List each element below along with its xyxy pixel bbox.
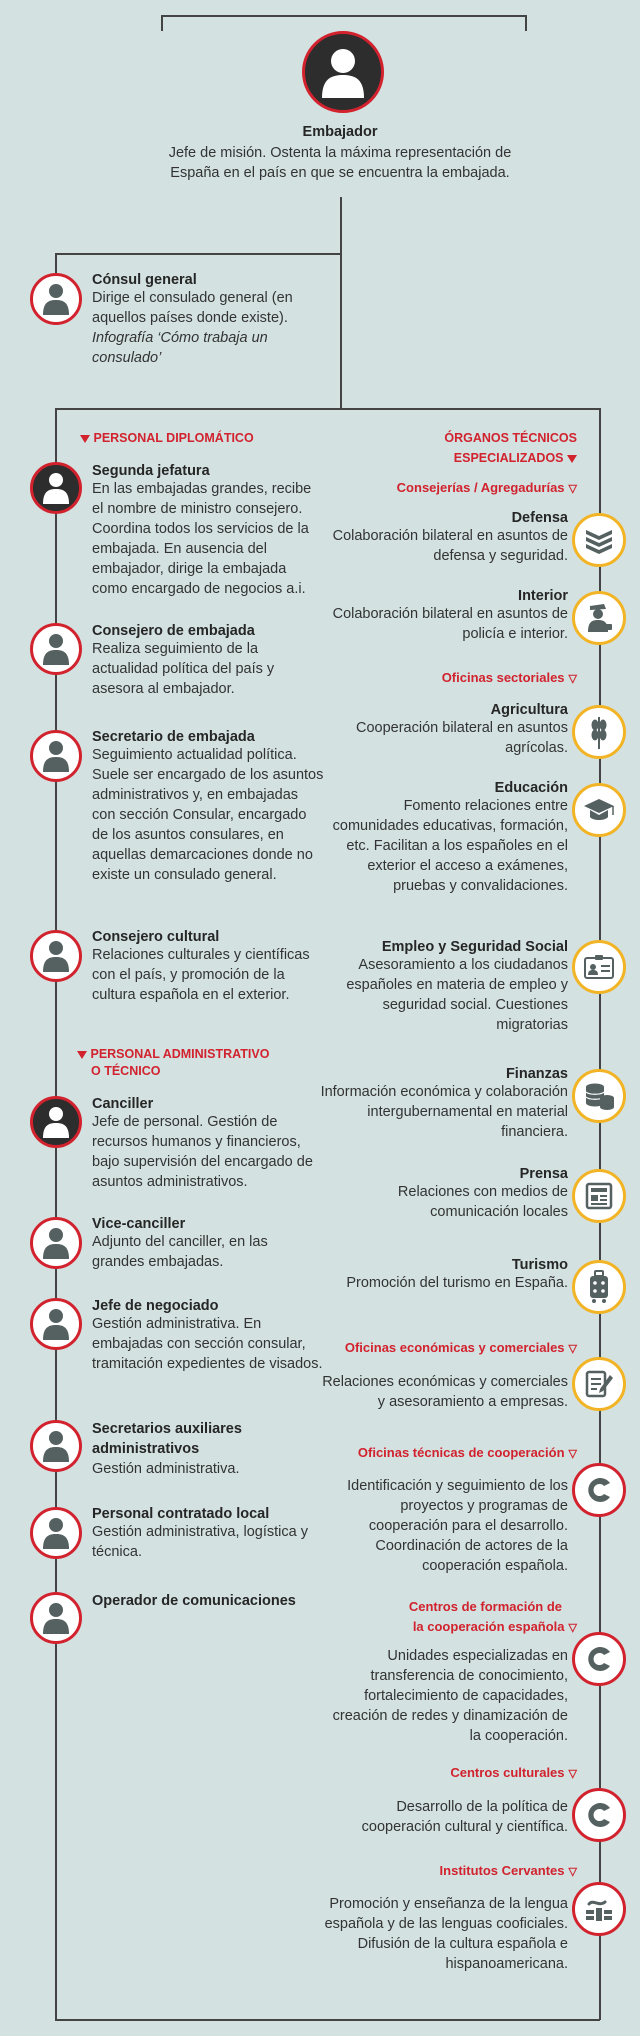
consejero-embajada-desc: Realiza seguimiento de la actualidad política del país y asesora al embajador. (92, 641, 275, 697)
interior-icon-circle (572, 591, 626, 645)
person-icon (42, 472, 70, 504)
oficinas-economicas-heading: Oficinas económicas y comerciales ▽ (257, 1339, 577, 1358)
educacion-desc: Fomento relaciones entre comunidades educativas, formación, etc. Facilitan a los españoles en el exterior el acceso a exámenes, pruebas y convalidaciones. (332, 798, 568, 894)
centros-formacion-heading: Centros de formación de la cooperación española ▽ (277, 1597, 577, 1638)
triangle-outline-icon: ▽ (568, 1343, 577, 1355)
id-card-icon (584, 955, 614, 979)
person-icon (42, 940, 70, 972)
educacion-title: Educación (494, 780, 568, 796)
consul-block (92, 272, 324, 368)
triangle-outline-icon: ▽ (568, 1866, 577, 1878)
prensa-desc: Relaciones con medios de comunicación locales (397, 1184, 568, 1220)
interior-block (318, 588, 568, 644)
police-officer-icon (584, 602, 614, 634)
culturales-desc: Desarrollo de la política de cooperación cultural y científica. (361, 1799, 568, 1835)
consejero-cultural-desc: Relaciones culturales y científicas con el país, y promoción de la cultura española en el exterior. (92, 947, 310, 1003)
triangle-outline-icon: ▽ (568, 1622, 577, 1634)
oficinas-cooperacion-heading: Oficinas técnicas de cooperación ▽ (257, 1444, 577, 1463)
instituto-cervantes-logo-icon (583, 1894, 615, 1924)
canciller-avatar (30, 1096, 82, 1148)
person-icon (42, 1106, 70, 1138)
empleo-desc: Asesoramiento a los ciudadanos españoles en materia de empleo y seguridad social. Cuestiones migratorias (346, 957, 568, 1033)
person-icon (42, 633, 70, 665)
secretario-embajada-desc: Seguimiento actualidad política. Suele ser encargado de los asuntos administrativos y, en embajadas con sección Consular, encargado de los asuntos consulares, en aquellas demarcaciones donde no existe un consulado general. (92, 747, 324, 883)
jefe-negociado-avatar (30, 1298, 82, 1350)
agricultura-block (318, 702, 568, 758)
interior-title: Interior (518, 588, 568, 604)
cooperacion-icon-circle (572, 1463, 626, 1517)
consejero-cultural-block (92, 929, 324, 1005)
secretarios-auxiliares-avatar (30, 1420, 82, 1472)
finanzas-block (318, 1066, 568, 1142)
cervantes-icon-circle (572, 1882, 626, 1936)
person-icon (318, 46, 368, 98)
educacion-icon-circle (572, 783, 626, 837)
person-icon (42, 1517, 70, 1549)
person-icon (42, 1308, 70, 1340)
consul-avatar (30, 273, 82, 325)
vice-canciller-title: Vice-canciller (92, 1216, 186, 1232)
segunda-jefatura-avatar (30, 462, 82, 514)
finanzas-title: Finanzas (505, 1066, 568, 1082)
chevron-stripes-icon (584, 526, 614, 554)
consejero-cultural-title: Consejero cultural (92, 929, 220, 945)
triangle-outline-icon: ▽ (568, 673, 577, 685)
operador-comunicaciones-avatar (30, 1592, 82, 1644)
defensa-title: Defensa (511, 510, 568, 526)
cooperacion-logo-icon (584, 1800, 614, 1830)
person-icon (42, 1602, 70, 1634)
personal-diplomatico-heading: PERSONAL DIPLOMÁTICO (80, 430, 254, 447)
newspaper-icon (585, 1182, 613, 1210)
frame-top (55, 408, 600, 410)
cervantes-desc: Promoción y enseñanza de la lengua española y de las lenguas cooficiales. Difusión de la cultura española e hispanoamericana. (324, 1896, 568, 1972)
person-icon (42, 740, 70, 772)
person-icon (42, 283, 70, 315)
secretarios-auxiliares-title: Secretarios auxiliares administrativos (92, 1421, 242, 1457)
personal-contratado-block (92, 1506, 324, 1562)
frame-bottom (55, 2019, 600, 2021)
agricultura-desc: Cooperación bilateral en asuntos agrícolas. (356, 720, 568, 756)
cooperacion-logo-icon (584, 1644, 614, 1674)
ambassador-title: Embajador (302, 124, 378, 140)
document-pen-icon (584, 1369, 614, 1399)
triangle-outline-icon: ▽ (568, 1448, 577, 1460)
finanzas-icon-circle (572, 1069, 626, 1123)
consul-desc: Dirige el consulado general (en aquellos países donde existe). (92, 290, 293, 326)
canciller-block (92, 1096, 324, 1192)
main-trunk (340, 197, 342, 409)
agricultura-icon-circle (572, 705, 626, 759)
secretario-embajada-block (92, 729, 324, 885)
empleo-title: Empleo y Seguridad Social (381, 939, 568, 955)
consejerias-heading: Consejerías / Agregadurías ▽ (277, 479, 577, 498)
cooperacion-logo-icon (584, 1475, 614, 1505)
consul-title: Cónsul general (92, 272, 197, 288)
turismo-title: Turismo (511, 1257, 568, 1273)
formacion-desc: Unidades especializadas en transferencia de conocimiento, fortalecimiento de capacidades, creación de redes y dinamización de la cooperación. (332, 1648, 568, 1744)
jefe-negociado-desc: Gestión administrativa. En embajadas con sección consular, tramitación expedientes de visados. (92, 1316, 323, 1372)
consul-infographic-link[interactable]: Infografía ‘Cómo trabaja un consulado’ (92, 330, 268, 366)
segunda-jefatura-desc: En las embajadas grandes, recibe el nombre de ministro consejero. Coordina todos los servicios de la embajada. En ausencia del embajador, dirige la embajada como encargado de negocios a.i. (92, 481, 312, 597)
vice-canciller-avatar (30, 1217, 82, 1269)
person-icon (42, 1430, 70, 1462)
triangle-down-icon (80, 435, 90, 443)
interior-desc: Colaboración bilateral en asuntos de policía e interior. (332, 606, 568, 642)
oficinas-sectoriales-heading: Oficinas sectoriales ▽ (277, 669, 577, 688)
organos-heading: ÓRGANOS TÉCNICOS ESPECIALIZADOS (444, 431, 577, 465)
turismo-block (318, 1257, 568, 1293)
empleo-block (318, 939, 568, 1035)
ambassador-desc: Jefe de misión. Ostenta la máxima representación de España en el país en que se encuentra la embajada. (168, 145, 512, 181)
economicas-desc: Relaciones económicas y comerciales y asesoramiento a empresas. (322, 1374, 568, 1410)
personal-administrativo-heading: PERSONAL ADMINISTRATIVO O TÉCNICO (77, 1046, 269, 1080)
triangle-down-icon (567, 455, 577, 463)
consejero-cultural-avatar (30, 930, 82, 982)
secretarios-auxiliares-desc: Gestión administrativa. (92, 1461, 240, 1477)
institutos-cervantes-heading: Institutos Cervantes ▽ (277, 1862, 577, 1881)
turismo-desc: Promoción del turismo en España. (346, 1275, 568, 1291)
centros-culturales-heading: Centros culturales ▽ (277, 1764, 577, 1783)
segunda-jefatura-title: Segunda jefatura (92, 463, 210, 479)
agricultura-title: Agricultura (490, 702, 568, 718)
prensa-icon-circle (572, 1169, 626, 1223)
vice-canciller-block (92, 1216, 324, 1272)
empleo-icon-circle (572, 940, 626, 994)
triangle-outline-icon: ▽ (568, 1768, 577, 1780)
consejero-embajada-avatar (30, 623, 82, 675)
person-icon (42, 1227, 70, 1259)
ambassador-avatar (302, 31, 384, 113)
defensa-icon-circle (572, 513, 626, 567)
turismo-icon-circle (572, 1260, 626, 1314)
triangle-outline-icon: ▽ (568, 483, 577, 495)
top-bracket-h (161, 15, 526, 17)
personal-contratado-title: Personal contratado local (92, 1506, 270, 1522)
graduation-cap-icon (583, 797, 615, 823)
economicas-icon-circle (572, 1357, 626, 1411)
defensa-block (318, 510, 568, 566)
top-bracket-right (525, 15, 527, 31)
secretario-embajada-title: Secretario de embajada (92, 729, 255, 745)
operador-comunicaciones-title: Operador de comunicaciones (92, 1593, 296, 1609)
educacion-block (318, 780, 568, 896)
finanzas-desc: Información económica y colaboración intergubernamental en material financiera. (320, 1084, 568, 1140)
consejero-embajada-title: Consejero de embajada (92, 623, 255, 639)
jefe-negociado-title: Jefe de negociado (92, 1298, 219, 1314)
secretario-embajada-avatar (30, 730, 82, 782)
cooperacion-desc: Identificación y seguimiento de los proyectos y programas de cooperación para el desarrollo. Coordinación de actores de la cooperación española. (347, 1478, 568, 1574)
canciller-title: Canciller (92, 1096, 154, 1112)
prensa-title: Prensa (519, 1166, 568, 1182)
personal-contratado-avatar (30, 1507, 82, 1559)
canciller-desc: Jefe de personal. Gestión de recursos humanos y financieros, bajo supervisión del encargado de asuntos administrativos. (92, 1114, 313, 1190)
formacion-icon-circle (572, 1632, 626, 1686)
triangle-down-icon (77, 1051, 87, 1059)
defensa-desc: Colaboración bilateral en asuntos de defensa y seguridad. (332, 528, 568, 564)
consul-branch-h (55, 253, 341, 255)
wheat-icon (586, 715, 612, 749)
vice-canciller-desc: Adjunto del canciller, en las grandes embajadas. (92, 1234, 268, 1270)
coins-icon (583, 1081, 615, 1111)
personal-contratado-desc: Gestión administrativa, logística y técnica. (92, 1524, 308, 1560)
suitcase-icon (588, 1270, 610, 1304)
jefe-negociado-block (92, 1298, 324, 1374)
top-bracket-left (161, 15, 163, 31)
culturales-icon-circle (572, 1788, 626, 1842)
prensa-block (318, 1166, 568, 1222)
